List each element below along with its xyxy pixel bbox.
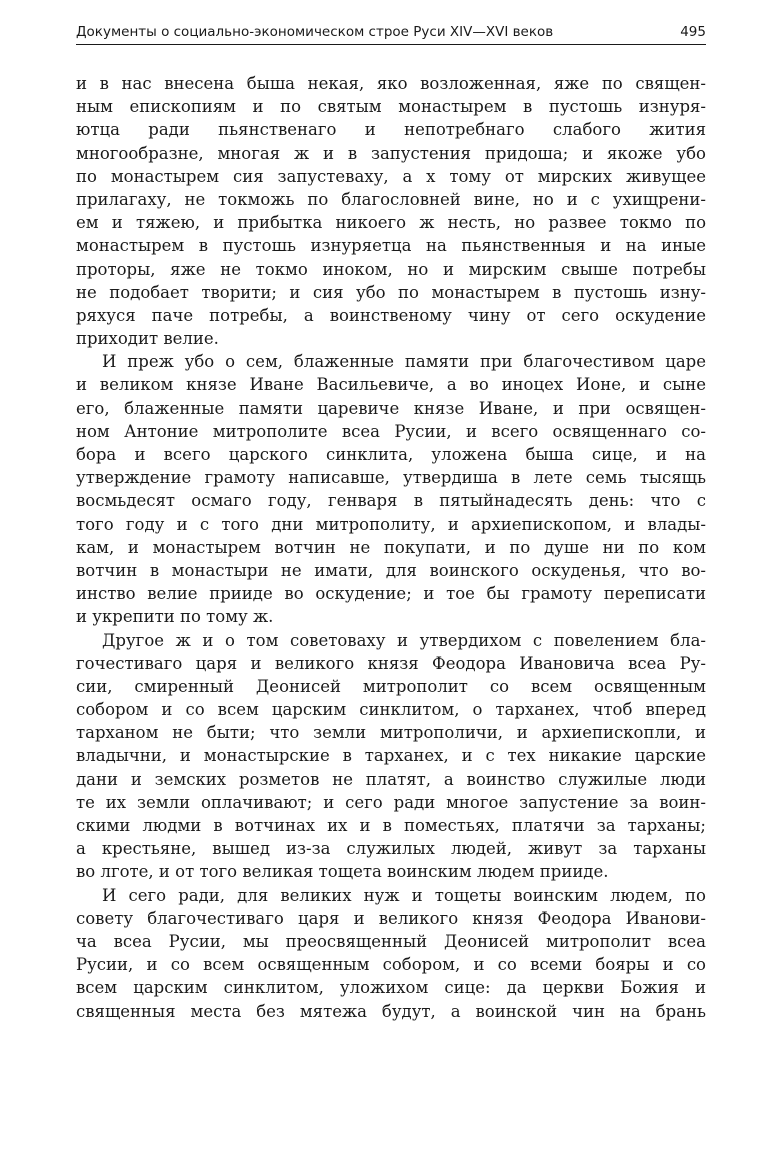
text-line: ча всеа Русии, мы преосвященный Деонисей митрополит всеа (76, 931, 706, 951)
text-line: сии, смиренный Деонисей митрополит со всем освященным (76, 676, 706, 696)
text-line: бора и всего царского синклита, уложена быша сице, и на (76, 445, 706, 464)
text-line: всем царским синклитом, уложихом сице: да церкви Божия и (76, 978, 706, 998)
page-number: 495 (680, 24, 706, 40)
text-line: приходит велие. (76, 329, 219, 349)
text-line: ряхуся паче потребы, а воинственому чину от сего оскудение (76, 305, 706, 325)
text-line: а крестьяне, вышед из-за служилых людей, живут за тарханы (76, 839, 706, 859)
text-line: те их земли оплачивают; и сего ради многое запустение за воин- (76, 792, 706, 812)
paragraph (76, 72, 706, 350)
text-line: и в нас внесена быша некая, яко возложенная, яже по священ- (76, 74, 706, 93)
text-line: его, блаженные памяти царевиче князе Иване, и при освящен- (76, 398, 706, 418)
text-line: владычни, и монастырские в тарханех, и с тех никакие царские (76, 746, 706, 766)
text-line: Русии, и со всем освященным собором, и со всеми бояры и со (76, 955, 706, 975)
text-line: ютца ради пьянственаго и непотребнаго слабого жития (76, 120, 706, 140)
text-line: Другое ж и о том советоваху и утвердихом с повелением бла- (102, 630, 706, 650)
text-line: священныя места без мятежа будут, а воинской чин на брань (76, 1001, 706, 1021)
text-line: по монастырем сия запустеваху, а х тому от мирских живущее (76, 166, 706, 186)
paragraph (76, 884, 706, 1023)
text-line: гочестиваго царя и великого князя Феодора Ивановича всеа Ру- (76, 653, 706, 673)
text-line: И сего ради, для великих нуж и тощеты воинским людем, по (102, 885, 706, 905)
text-line: собором и со всем царским синклитом, о тарханех, чтоб вперед (76, 700, 706, 720)
text-line: утверждение грамоту написавше, утвердиша в лете семь тысящь (76, 468, 706, 488)
text-line: и великом князе Иване Васильевиче, а во иноцех Ионе, и сыне (76, 375, 706, 395)
text-line: многообразне, многая ж и в запустения придоша; и якоже убо (76, 143, 706, 163)
text-line: инство велие прииде во оскудение; и тое бы грамоту переписати (76, 584, 706, 604)
text-line: восмьдесят осмаго году, генваря в пятыйнадесять день: что с (76, 491, 706, 511)
text-line: монастырем в пустошь изнуряетца на пьянственныя и на иные (76, 236, 706, 256)
text-line: во лготе, и от того великая тощета воинским людем прииде. (76, 862, 609, 882)
text-line: того году и с того дни митрополиту, и архиепископом, и влады- (76, 514, 706, 534)
text-line: совету благочестиваго царя и великого князя Феодора Иванови- (76, 908, 706, 928)
paragraph (76, 350, 706, 628)
text-line: тарханом не быти; что земли митрополичи, и архиепископли, и (76, 723, 706, 743)
body-text (76, 72, 706, 1023)
text-line: и укрепити по тому ж. (76, 607, 274, 627)
text-line: ем и тяжею, и прибытка никоего ж несть, но развее токмо по (76, 213, 706, 233)
text-line: вотчин в монастыри не имати, для воинского оскуденья, что во- (76, 560, 706, 580)
text-line: И преж убо о сем, блаженные памяти при благочестивом царе (102, 352, 706, 372)
text-line: кам, и монастырем вотчин не покупати, и по душе ни по ком (76, 537, 706, 557)
text-line: дани и земских розметов не платят, а воинство служилые люди (76, 769, 706, 789)
text-line: ном Антоние митрополите всеа Русии, и всего освященнаго со- (76, 421, 706, 441)
running-title: Документы о социально-экономическом строе Руси XIV—XVI веков (76, 24, 554, 40)
text-line: скими людми в вотчинах их и в поместьях, платячи за тарханы; (76, 816, 706, 835)
text-line: не подобает творити; и сия убо по монастырем в пустошь изну- (76, 282, 706, 302)
text-line: ным епископиям и по святым монастырем в пустошь изнуря- (76, 97, 706, 117)
text-line: проторы, яже не токмо иноком, но и мирским свыше потребы (76, 259, 706, 279)
paragraph (76, 629, 706, 884)
running-head (76, 20, 706, 45)
text-line: прилагаху, не токможь по благословней вине, но и с ухищрени- (76, 189, 706, 209)
